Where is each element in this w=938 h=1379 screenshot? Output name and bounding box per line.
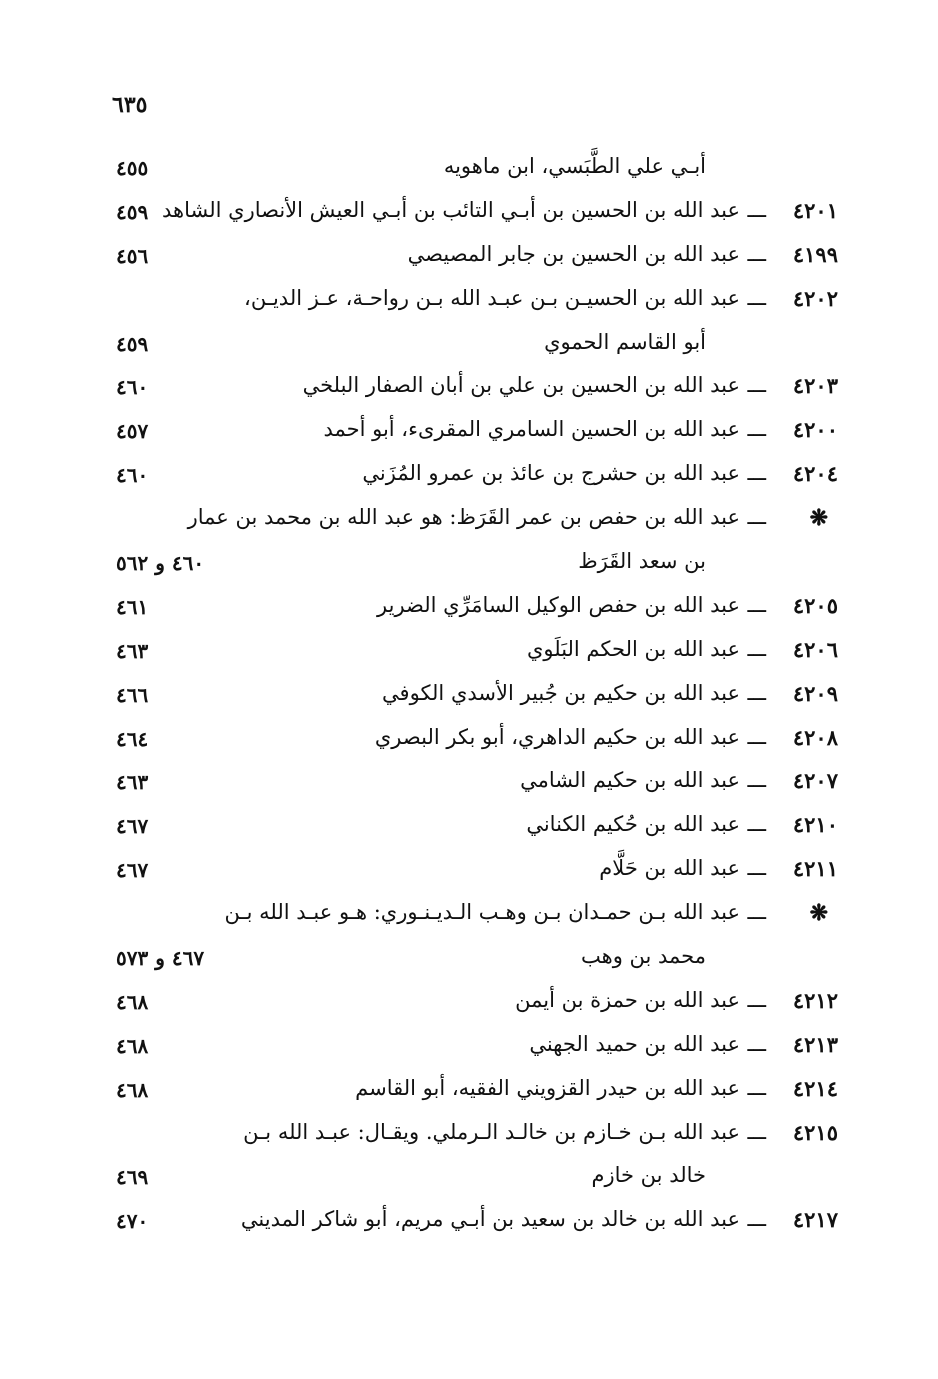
index-entry bbox=[0, 1203, 938, 1247]
index-entry bbox=[0, 896, 938, 940]
entry-page-ref: ٤٥٥ bbox=[116, 156, 149, 180]
entry-name: عبد الله بن الحسين بن علي بن أبان الصفار البلخي bbox=[302, 373, 740, 398]
entry-dash: ـــ bbox=[747, 1207, 766, 1232]
entry-name: عبد الله بن حمزة بن أيمن bbox=[515, 987, 740, 1012]
index-entry bbox=[0, 457, 938, 501]
entry-number: ٤٢٠٧ bbox=[792, 768, 838, 794]
entry-dash: ـــ bbox=[747, 197, 766, 222]
index-entry bbox=[0, 852, 938, 896]
index-entries bbox=[0, 150, 938, 1247]
entry-name: محمد بن وهب bbox=[581, 944, 706, 969]
entry-dash: ـــ bbox=[747, 680, 766, 705]
entry-number: ٤٢٠٣ bbox=[792, 373, 838, 399]
entry-page-ref: ٤٥٧ bbox=[116, 419, 149, 444]
entry-dash: ـــ bbox=[747, 724, 766, 749]
index-entry bbox=[0, 326, 938, 370]
entry-dash: ـــ bbox=[747, 592, 766, 617]
entry-number: ٤١٩٩ bbox=[792, 241, 838, 267]
index-entry bbox=[0, 633, 938, 677]
index-entry bbox=[0, 501, 938, 545]
entry-name: عبد الله بن حُكيم الكناني bbox=[526, 812, 740, 837]
index-entry bbox=[0, 413, 938, 457]
entry-dash: ـــ bbox=[747, 1119, 766, 1144]
entry-dash: ـــ bbox=[747, 1031, 766, 1056]
index-entry bbox=[0, 589, 938, 633]
entry-name: عبد الله بن حميد الجهني bbox=[529, 1031, 740, 1056]
entry-dash: ـــ bbox=[747, 856, 766, 881]
entry-page-ref: ٤٦٧ و ٥٧٣ bbox=[116, 946, 205, 971]
index-entry bbox=[0, 984, 938, 1028]
asterisk-marker: ❋ bbox=[809, 900, 828, 927]
entry-dash: ـــ bbox=[747, 373, 766, 398]
index-entry bbox=[0, 238, 938, 282]
entry-page-ref: ٤٦٧ bbox=[116, 814, 149, 839]
index-entry bbox=[0, 677, 938, 721]
entry-number: ٤٢٠٨ bbox=[792, 724, 838, 750]
entry-page-ref: ٤٦٦ bbox=[116, 682, 149, 707]
index-entry bbox=[0, 1028, 938, 1072]
entry-name: عبد الله بن الحسين السامري المقرىء، أبو أحمد bbox=[323, 417, 740, 442]
entry-number: ٤٢١٢ bbox=[792, 987, 838, 1013]
entry-name: عبد الله بن حفص الوكيل السامَرِّي الضرير bbox=[377, 592, 740, 617]
index-entry bbox=[0, 764, 938, 808]
entry-page-ref: ٤٦٩ bbox=[116, 1165, 149, 1190]
entry-name: عبد الله بـن حمـدان بـن وهـب الـديـنـوري: هـو عبـد الله بـن bbox=[224, 900, 740, 925]
index-entry bbox=[0, 721, 938, 765]
entry-name: عبد الله بن الحسين بن جابر المصيصي bbox=[407, 241, 740, 266]
entry-page-ref: ٤٦٨ bbox=[116, 1077, 149, 1102]
entry-number: ٤٢٠٦ bbox=[792, 636, 838, 662]
entry-dash: ـــ bbox=[747, 505, 766, 530]
entry-name: بن سعد القَرَظ bbox=[578, 549, 706, 574]
entry-name: عبد الله بن الحكم البَلَوي bbox=[526, 636, 740, 661]
entry-name: أبو القاسم الحموي bbox=[544, 329, 706, 354]
entry-dash: ـــ bbox=[747, 417, 766, 442]
entry-number: ٤٢٠٤ bbox=[792, 461, 838, 487]
entry-page-ref: ٤٦٨ bbox=[116, 989, 149, 1014]
entry-name: عبد الله بن حشرج بن عائذ بن عمرو المُزَني bbox=[362, 461, 740, 486]
entry-number: ٤٢١٤ bbox=[792, 1075, 838, 1101]
index-entry bbox=[0, 545, 938, 589]
entry-dash: ـــ bbox=[747, 241, 766, 266]
entry-page-ref: ٤٦٠ bbox=[116, 463, 149, 488]
entry-name: عبد الله بـن خـازم بن خالـد الـرملي. ويقـال: عبـد الله بـن bbox=[243, 1119, 740, 1144]
entry-name: عبد الله بن الحسيـن بـن عبـد الله بـن رواحـة، عـز الديـن، bbox=[244, 285, 740, 310]
entry-page-ref: ٤٦٣ bbox=[116, 638, 149, 663]
entry-number: ٤٢١٣ bbox=[792, 1031, 838, 1057]
entry-number: ٤٢٠٥ bbox=[792, 592, 838, 618]
entry-page-ref: ٤٦٨ bbox=[116, 1033, 149, 1058]
index-entry bbox=[0, 1159, 938, 1203]
entry-name: عبد الله بن حفص بن عمر القَرَظ: هو عبد الله بن محمد بن عمار bbox=[187, 505, 740, 530]
entry-name: عبد الله بن الحسين بن أبـي التائب بن أبـي العيش الأنصاري الشاهد bbox=[162, 197, 740, 222]
entry-number: ٤٢١٠ bbox=[792, 812, 838, 838]
entry-page-ref: ٤٦٠ bbox=[116, 375, 149, 400]
entry-dash: ـــ bbox=[747, 1075, 766, 1100]
entry-dash: ـــ bbox=[747, 636, 766, 661]
entry-number: ٤٢٠٢ bbox=[792, 285, 838, 311]
entry-page-ref: ٤٥٩ bbox=[116, 331, 149, 356]
entry-dash: ـــ bbox=[747, 900, 766, 925]
entry-number: ٤٢١٥ bbox=[792, 1119, 838, 1145]
entry-number: ٤٢٠١ bbox=[792, 197, 838, 223]
entry-dash: ـــ bbox=[747, 461, 766, 486]
entry-name: عبد الله بن حكيم بن جُبير الأسدي الكوفي bbox=[382, 680, 740, 705]
index-entry bbox=[0, 194, 938, 238]
entry-page-ref: ٤٥٩ bbox=[116, 199, 149, 224]
entry-name: عبد الله بن حيدر القزويني الفقيه، أبو القاسم bbox=[355, 1075, 740, 1100]
entry-name: عبد الله بن حكيم الداهري، أبو بكر البصري bbox=[374, 724, 740, 749]
entry-name: أبـي علي الطَّبَسي، ابن ماهويه bbox=[443, 154, 706, 178]
asterisk-marker: ❋ bbox=[809, 505, 828, 532]
page-number: ٦٣٥ bbox=[112, 92, 148, 118]
index-entry bbox=[0, 1116, 938, 1160]
entry-name: عبد الله بن حَلَّام bbox=[599, 856, 740, 881]
index-entry bbox=[0, 150, 938, 194]
entry-page-ref: ٤٥٦ bbox=[116, 243, 149, 268]
entry-dash: ـــ bbox=[747, 285, 766, 310]
entry-dash: ـــ bbox=[747, 768, 766, 793]
index-entry bbox=[0, 808, 938, 852]
entry-page-ref: ٤٧٠ bbox=[116, 1209, 149, 1234]
index-entry bbox=[0, 1072, 938, 1116]
index-entry bbox=[0, 940, 938, 984]
entry-page-ref: ٤٦١ bbox=[116, 594, 149, 619]
index-entry bbox=[0, 369, 938, 413]
entry-page-ref: ٤٦٣ bbox=[116, 770, 149, 795]
entry-page-ref: ٤٦٠ و ٥٦٢ bbox=[116, 551, 205, 576]
entry-name: عبد الله بن خالد بن سعيد بن أبـي مريم، أبو شاكر المديني bbox=[240, 1207, 740, 1232]
entry-name: عبد الله بن حكيم الشامي bbox=[520, 768, 740, 793]
entry-page-ref: ٤٦٤ bbox=[116, 726, 149, 751]
entry-name: خالد بن خازم bbox=[591, 1163, 706, 1188]
entry-number: ٤٢١٧ bbox=[792, 1207, 838, 1233]
index-entry bbox=[0, 282, 938, 326]
entry-number: ٤٢٠٠ bbox=[792, 417, 838, 443]
entry-number: ٤٢١١ bbox=[792, 856, 838, 882]
entry-page-ref: ٤٦٧ bbox=[116, 858, 149, 883]
entry-dash: ـــ bbox=[747, 987, 766, 1012]
entry-dash: ـــ bbox=[747, 812, 766, 837]
entry-number: ٤٢٠٩ bbox=[792, 680, 838, 706]
